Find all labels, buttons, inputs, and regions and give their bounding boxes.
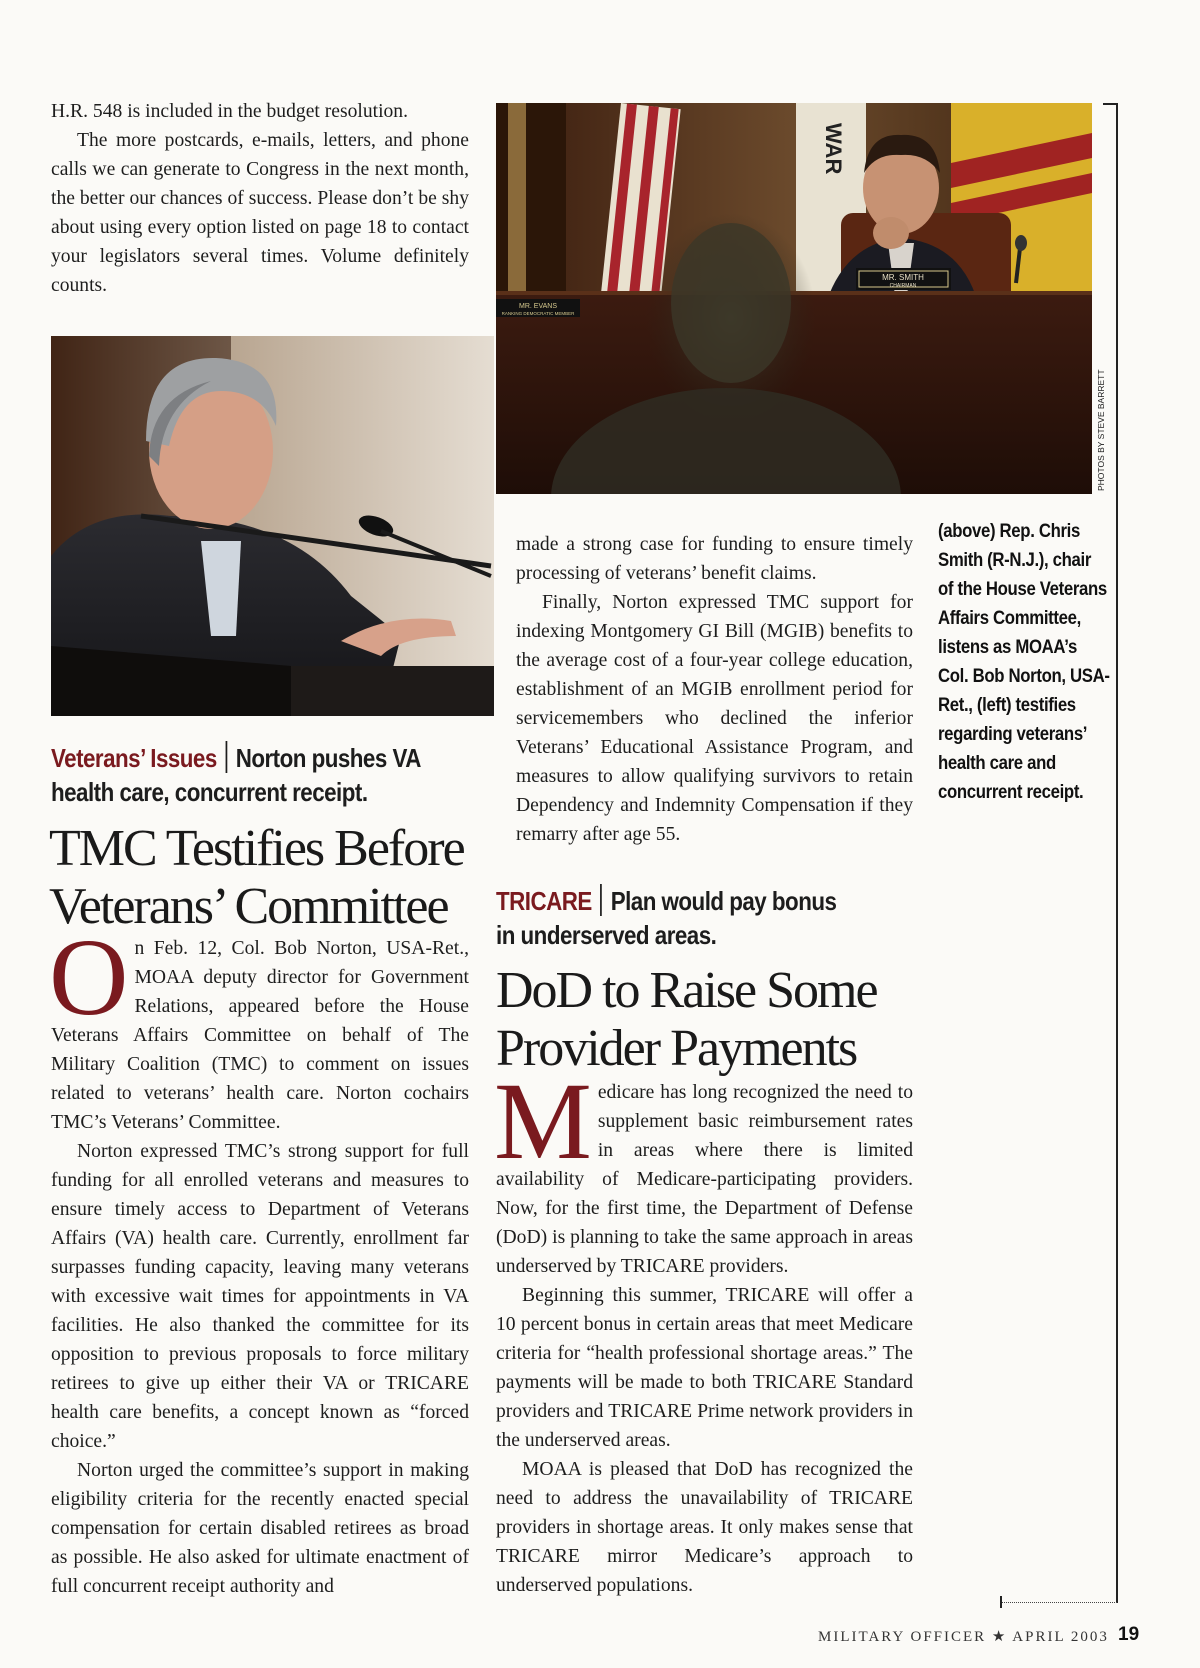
article1-paragraph-1: n Feb. 12, Col. Bob Norton, USA-Ret., MOAA deputy director for Government Relations, appeared before the House Veterans Affairs Committee on behalf of The Military Coalition (TMC) to comment on issues related to veterans’ health care. Norton cochairs TMC’s Veterans’ Committee. [51,938,469,1133]
article2-kicker-tag: TRICARE [496,886,592,916]
intro-paragraph-1: H.R. 548 is included in the budget resolution. [51,101,409,122]
bracket-vertical [1116,103,1118,1603]
article2-kicker-line1: Plan would pay bonus [610,886,837,916]
article2-paragraph-3: MOAA is pleased that DoD has recognized the need to address the unavailability of TRICARE providers in shortage areas. It only makes sense that TRICARE mirror Medicare’s approach to underserved populations. [496,1459,913,1596]
article1-headline-line1: TMC Testifies Before [49,820,464,877]
hearing-photo-image [496,103,1092,494]
article1-kicker-line1: Norton pushes VA [235,743,421,773]
bracket-top [1103,103,1117,105]
article2-paragraph-1: edicare has long recognized the need to supplement basic reimbursement rates in areas where there is limited availability of Medicare-participating providers. Now, for the first time, the Department of Defense (DoD) is planning to take the same approach in areas underserved by TRICARE providers. [496,1082,913,1277]
nameplate-right-sub: CHAIRMAN [889,283,917,289]
bracket-tick [1000,1596,1002,1608]
article2-headline-line2: Provider Payments [496,1020,857,1077]
page-number: 19 [1118,1624,1140,1645]
article1-headline-line2: Veterans’ Committee [49,878,448,935]
article1-kicker-tag: Veterans’ Issues [51,743,217,773]
kicker-divider [600,884,602,916]
intro-text [51,97,469,300]
article2-dropcap: M [494,1060,592,1182]
footer-publication: MILITARY OFFICER ★ APRIL 2003 [818,1629,1109,1645]
norton-photo [51,336,494,716]
nameplate-left: MR. EVANS [519,303,557,310]
article2-body [494,1060,913,1600]
article1-cont-paragraph-2: Finally, Norton expressed TMC support for indexing Montgomery GI Bill (MGIB) benefits to the average cost of a four-year college education, establishment of an MGIB enrollment period for servicemembers who declined the inferior Veterans’ Educational Assistance Program, and measures to allow qualifying survivors to retain Dependency and Indemnity Compensation if they remarry after age 55. [516,592,913,845]
nameplate-left-sub: RANKING DEMOCRATIC MEMBER [501,311,575,316]
photo-credit [1094,369,1108,493]
article1-continuation [496,530,913,849]
article1-kicker [51,741,481,809]
hearing-photo [496,103,1092,494]
bracket-bottom [1000,1602,1117,1603]
article1-kicker-line2: health care, concurrent receipt. [51,777,368,807]
intro-paragraph-2: The more postcards, e-mails, letters, and phone calls we can generate to Congress in the next month, the better our chances of success. Please don’t be shy about using every option listed on page 18 to contact your legislators several times. Volume definitely counts. [51,130,469,296]
article1-body [49,916,469,1601]
photo-credit-text: PHOTOS BY STEVE BARRETT [1096,369,1106,491]
nameplate-right: MR. SMITH [882,273,924,282]
article1-paragraph-2: Norton expressed TMC’s strong support for full funding for all enrolled veterans and measures to ensure timely access to Department of Veterans Affairs (VA) health care. Currently, enrollment far surpasses funding capacity, leaving many veterans with excessive wait times for appointments in VA facilities. He also thanked the committee for its opposition to previous proposals to force military retirees to give up either their VA or TRICARE health care benefits, a concept known as “forced choice.” [51,1141,469,1452]
photo-caption-text: (above) Rep. Chris Smith (R-N.J.), chair of the House Veterans Affairs Committee, listens as MOAA’s Col. Bob Norton, USA-Ret., (left) testifies regarding veterans’ health care and concurrent receipt. [938,520,1110,803]
page-footer [818,1624,1140,1646]
article1-dropcap: O [49,916,129,1038]
photo-caption [938,517,1113,807]
article1-paragraph-3: Norton urged the committee’s support in making eligibility criteria for the recently enacted special compensation for certain disabled retirees as broad as possible. He also asked for ultimate enactment of full concurrent receipt authority and [51,1460,469,1597]
article2-headline-line1: DoD to Raise Some [496,962,877,1019]
article2-kicker-line2: in underserved areas. [496,920,717,950]
norton-photo-image [51,336,494,716]
kicker-divider [225,741,227,773]
article1-cont-paragraph-1: made a strong case for funding to ensure timely processing of veterans’ benefit claims. [516,534,913,584]
article2-paragraph-2: Beginning this summer, TRICARE will offer a 10 percent bonus in certain areas that meet Medicare criteria for “health professional shortage areas.” The payments will be made to both TRICARE Standard providers and TRICARE Prime network providers in the underserved areas. [496,1285,913,1451]
article2-kicker [496,884,892,952]
banner-text: WAR [821,123,846,175]
